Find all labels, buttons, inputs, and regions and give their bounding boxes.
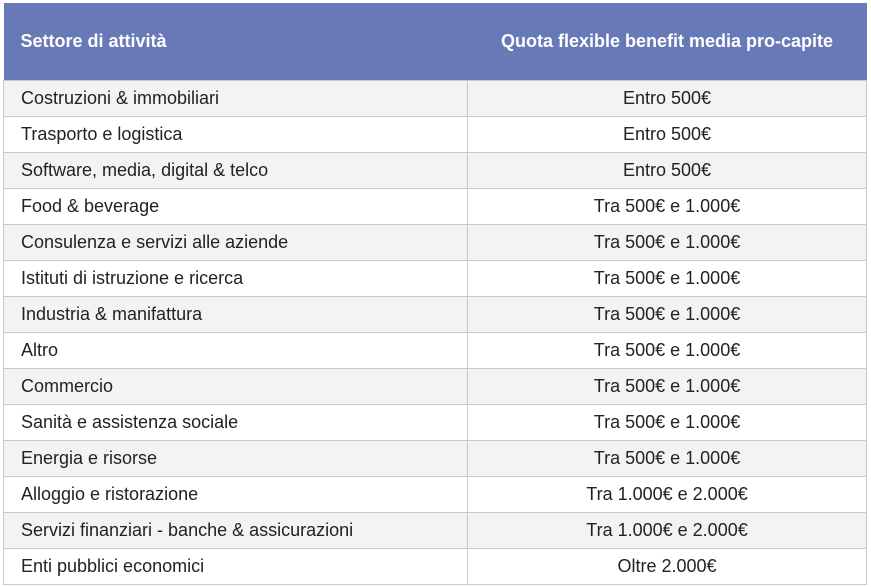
quota-cell: Tra 500€ e 1.000€ <box>468 405 867 441</box>
sector-cell: Alloggio e ristorazione <box>4 477 468 513</box>
table-row <box>4 513 867 549</box>
table-row <box>4 405 867 441</box>
sector-cell: Trasporto e logistica <box>4 117 468 153</box>
quota-cell: Tra 500€ e 1.000€ <box>468 333 867 369</box>
table-body <box>4 81 867 585</box>
table-row <box>4 333 867 369</box>
sector-cell: Servizi finanziari - banche & assicurazioni <box>4 513 468 549</box>
benefit-table-container <box>3 3 866 585</box>
sector-cell: Enti pubblici economici <box>4 549 468 585</box>
header-quota: Quota flexible benefit media pro-capite <box>468 3 867 81</box>
table-row <box>4 153 867 189</box>
quota-cell: Tra 500€ e 1.000€ <box>468 369 867 405</box>
sector-cell: Costruzioni & immobiliari <box>4 81 468 117</box>
quota-cell: Tra 500€ e 1.000€ <box>468 261 867 297</box>
sector-cell: Commercio <box>4 369 468 405</box>
table-row <box>4 225 867 261</box>
header-sector: Settore di attività <box>4 3 468 81</box>
quota-cell: Entro 500€ <box>468 117 867 153</box>
table-row <box>4 441 867 477</box>
sector-cell: Consulenza e servizi alle aziende <box>4 225 468 261</box>
quota-cell: Entro 500€ <box>468 153 867 189</box>
quota-cell: Oltre 2.000€ <box>468 549 867 585</box>
benefit-table <box>3 3 867 585</box>
sector-cell: Energia e risorse <box>4 441 468 477</box>
table-row <box>4 477 867 513</box>
quota-cell: Tra 1.000€ e 2.000€ <box>468 477 867 513</box>
table-row <box>4 81 867 117</box>
sector-cell: Industria & manifattura <box>4 297 468 333</box>
table-row <box>4 549 867 585</box>
table-row <box>4 117 867 153</box>
table-row <box>4 189 867 225</box>
header-row <box>4 3 867 81</box>
sector-cell: Software, media, digital & telco <box>4 153 468 189</box>
table-row <box>4 261 867 297</box>
table-row <box>4 297 867 333</box>
quota-cell: Tra 500€ e 1.000€ <box>468 225 867 261</box>
quota-cell: Tra 500€ e 1.000€ <box>468 297 867 333</box>
quota-cell: Tra 1.000€ e 2.000€ <box>468 513 867 549</box>
sector-cell: Sanità e assistenza sociale <box>4 405 468 441</box>
quota-cell: Entro 500€ <box>468 81 867 117</box>
quota-cell: Tra 500€ e 1.000€ <box>468 189 867 225</box>
sector-cell: Istituti di istruzione e ricerca <box>4 261 468 297</box>
quota-cell: Tra 500€ e 1.000€ <box>468 441 867 477</box>
table-header <box>4 3 867 81</box>
table-row <box>4 369 867 405</box>
sector-cell: Altro <box>4 333 468 369</box>
sector-cell: Food & beverage <box>4 189 468 225</box>
